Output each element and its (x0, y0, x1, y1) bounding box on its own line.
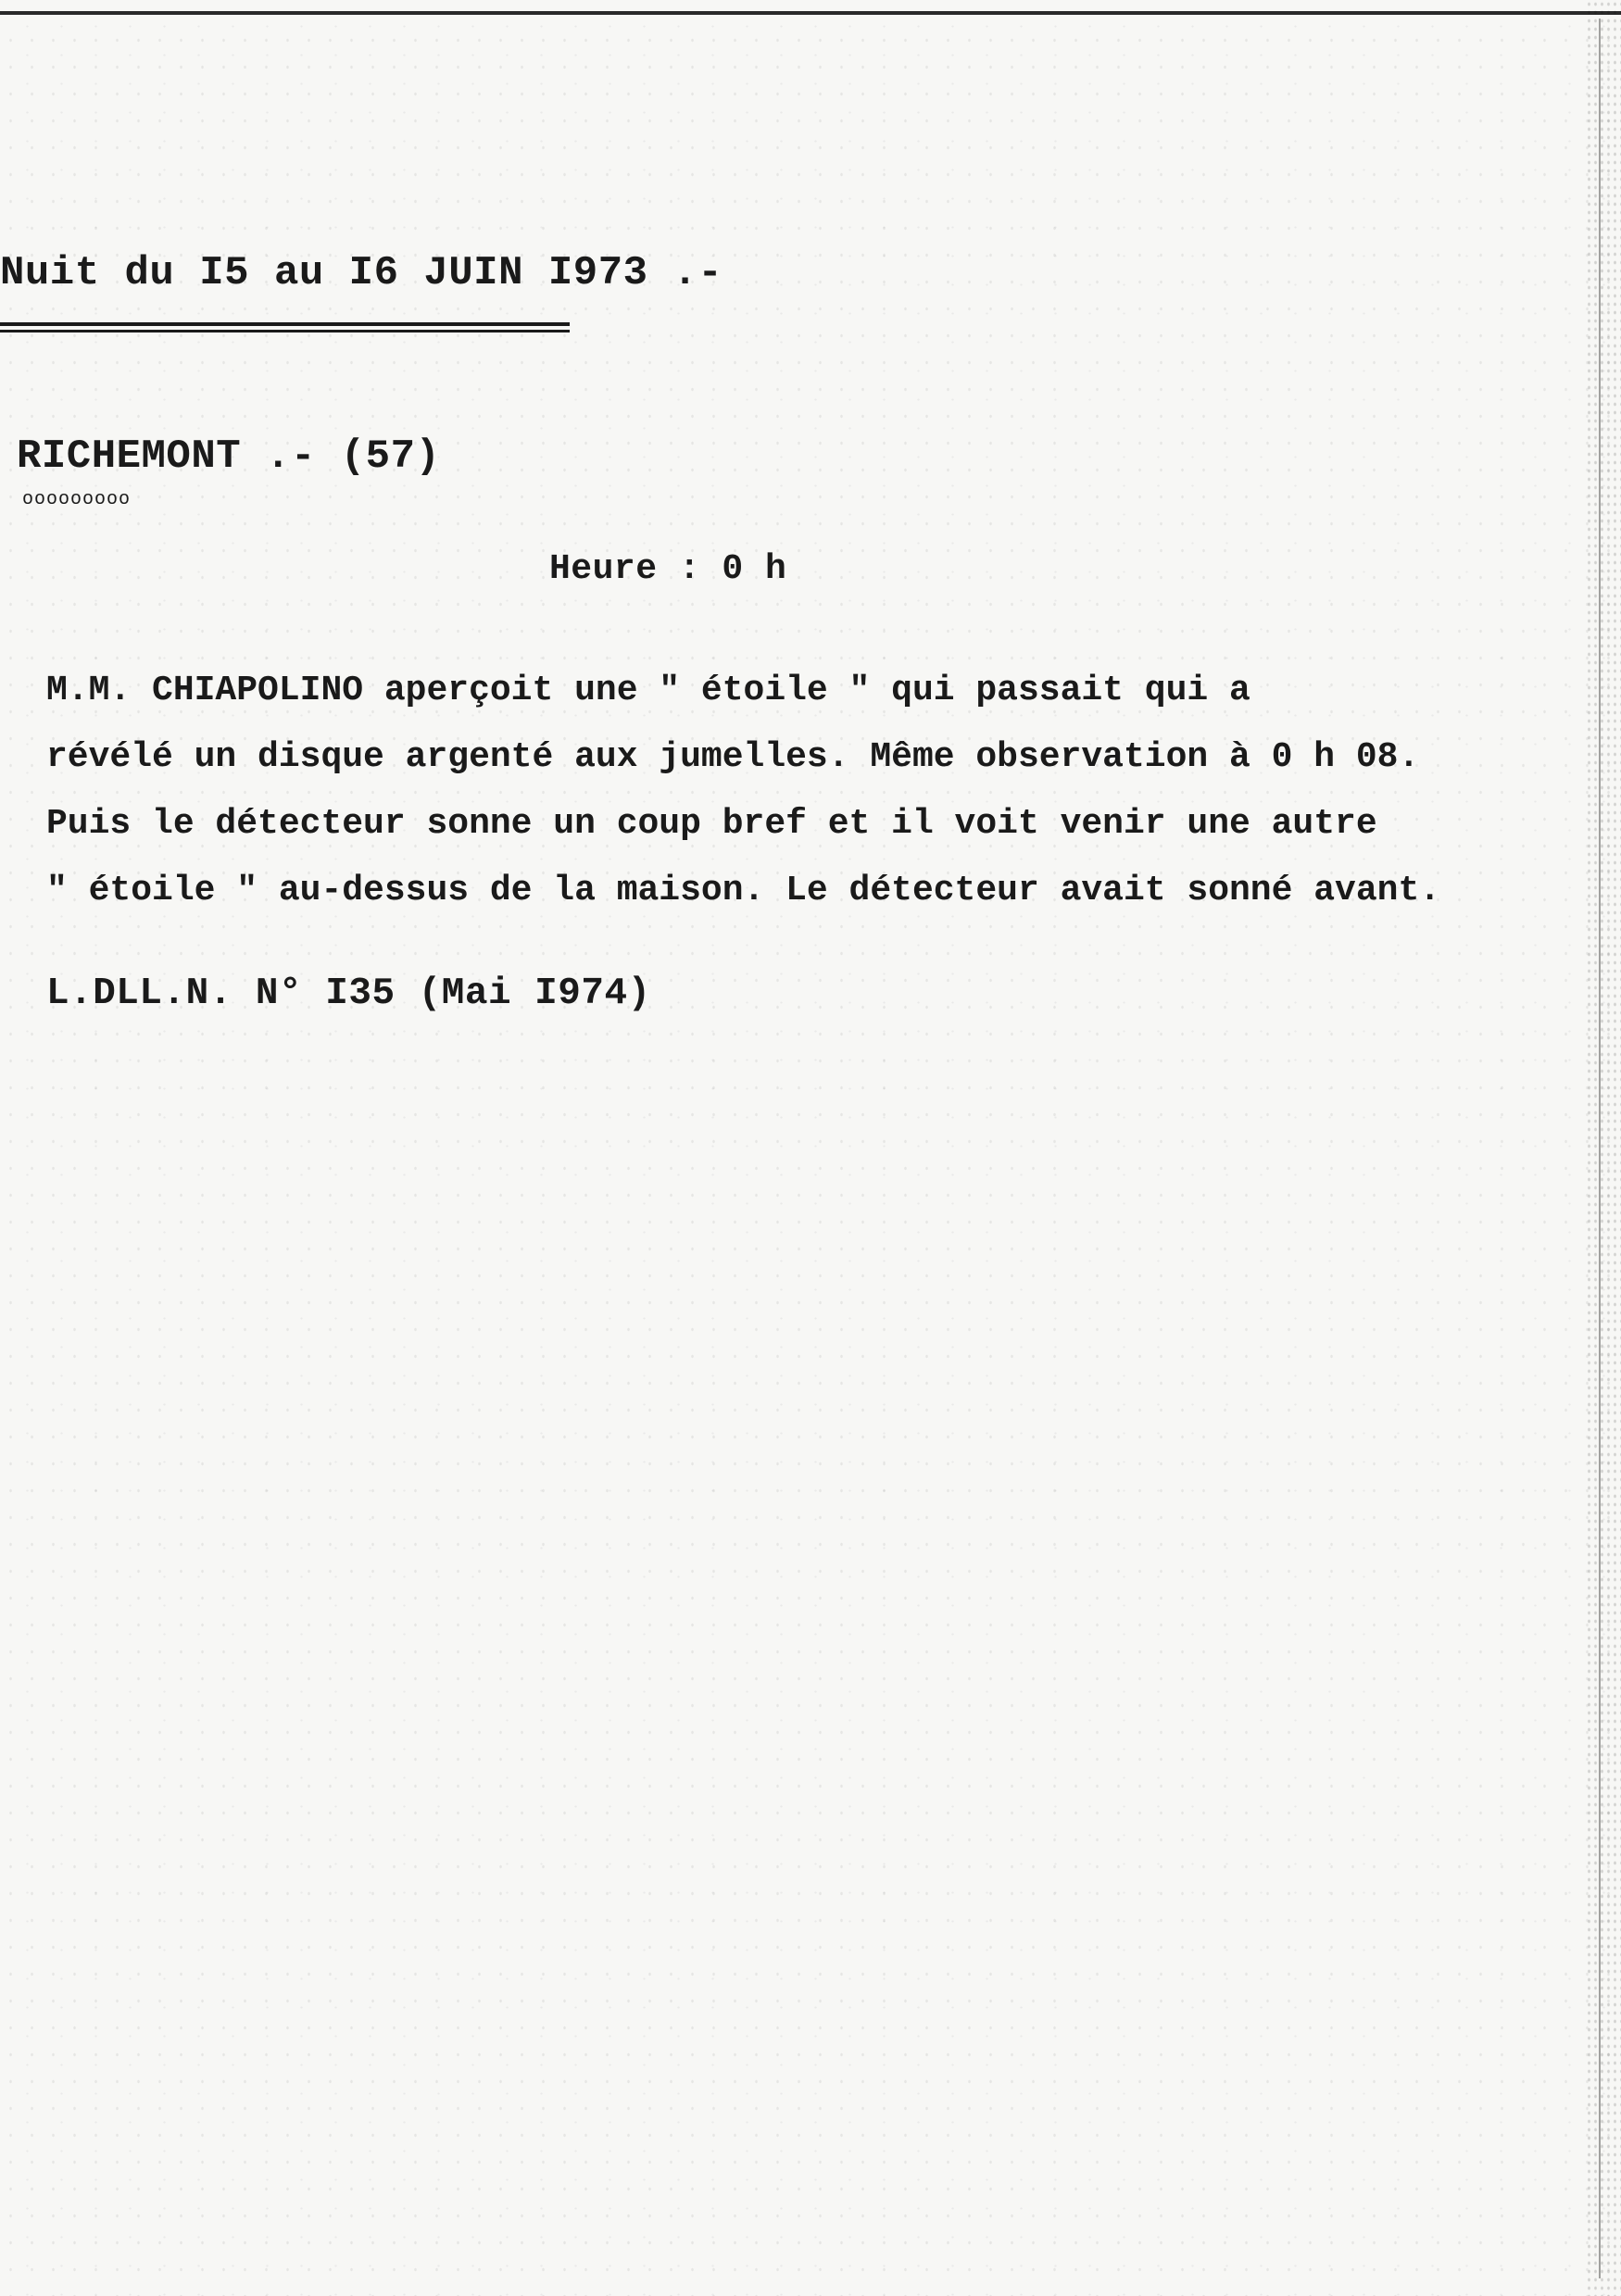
observation-paragraph (46, 658, 1440, 924)
page-top-edge (0, 0, 1621, 15)
source-reference: L.DLL.N. N° I35 (Mai I974) (46, 972, 651, 1015)
hour-line: Heure : 0 h (549, 549, 787, 589)
paragraph-line: " étoile " au-dessus de la maison. Le détecteur avait sonné avant. (46, 871, 1441, 910)
paragraph-line: révélé un disque argenté aux jumelles. Même observation à 0 h 08. (46, 737, 1420, 777)
place-heading-underline: ooooooooo (22, 489, 132, 510)
page-right-edge (1586, 0, 1621, 2296)
paragraph-line: Puis le détecteur sonne un coup bref et il voit venir une autre (46, 804, 1377, 844)
paragraph-line: M.M. CHIAPOLINO aperçoit une " étoile " qui passait qui a (46, 671, 1250, 710)
date-heading-underline (0, 322, 570, 332)
place-heading: RICHEMONT .- (57) (17, 433, 441, 480)
date-heading: Nuit du I5 au I6 JUIN I973 .- (0, 250, 723, 296)
page-right-border-line (1599, 19, 1601, 2278)
